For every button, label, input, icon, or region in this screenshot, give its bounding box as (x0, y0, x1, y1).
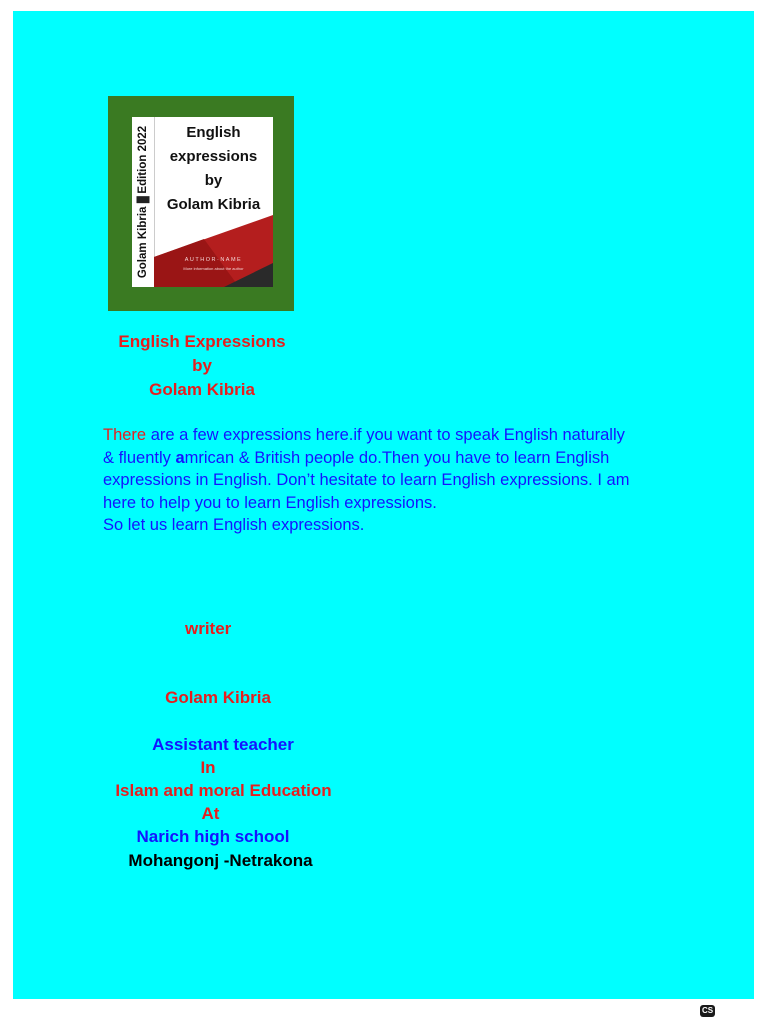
cover-title-line: English (186, 124, 241, 141)
writer-label: writer (185, 619, 232, 638)
book-cover-inner (132, 117, 273, 287)
cover-title-line: Golam Kibria (166, 196, 261, 213)
writer-at: At (201, 804, 220, 823)
intro-line-2-a: & fluently (103, 448, 176, 467)
intro-line-2-rest: mrican & British people do.Then you have to learn English (184, 448, 610, 467)
writer-school: Narich high school (136, 827, 290, 846)
intro-line-1 (103, 424, 673, 447)
writer-name: Golam Kibria (165, 688, 271, 707)
writer-location: Mohangonj -Netrakona (128, 851, 313, 870)
spine-separator (137, 197, 150, 204)
book-cover (108, 96, 294, 311)
intro-first-word: There (103, 426, 147, 444)
cover-author-name: AUTHOR·NAME (184, 257, 243, 263)
intro-line-3: expressions in English. Don’t hesitate to learn English expressions. I am (103, 471, 630, 489)
spine-text (137, 126, 150, 278)
cover-title-line: by (204, 172, 223, 189)
intro-line-2 (103, 447, 673, 470)
cover-title-line: expressions (169, 148, 258, 165)
intro-line-4: here to help you to learn English expressions. (103, 493, 437, 512)
spine-author: Golam Kibria (137, 206, 150, 279)
cover-author-info: More information about the author (183, 266, 244, 271)
intro-line-5: So let us learn English expressions. (103, 516, 365, 534)
writer-subject: Islam and moral Education (115, 781, 332, 800)
cover-red-graphic (154, 215, 273, 287)
intro-line-2-bold: a (175, 448, 185, 467)
writer-role: Assistant teacher (152, 735, 294, 754)
heading-title: English Expressions (118, 332, 286, 351)
intro-paragraph (103, 424, 673, 537)
book-spine (132, 117, 155, 287)
camscanner-icon: CS (701, 1006, 714, 1015)
heading-author: Golam Kibria (149, 380, 255, 399)
intro-line-1-rest: are a few expressions here.if you want to speak English naturally (146, 426, 625, 444)
cover-title (154, 121, 273, 217)
spine-edition: Edition 2022 (137, 125, 150, 194)
writer-in: In (200, 758, 216, 777)
document-page (13, 11, 754, 999)
heading-by: by (192, 356, 212, 375)
